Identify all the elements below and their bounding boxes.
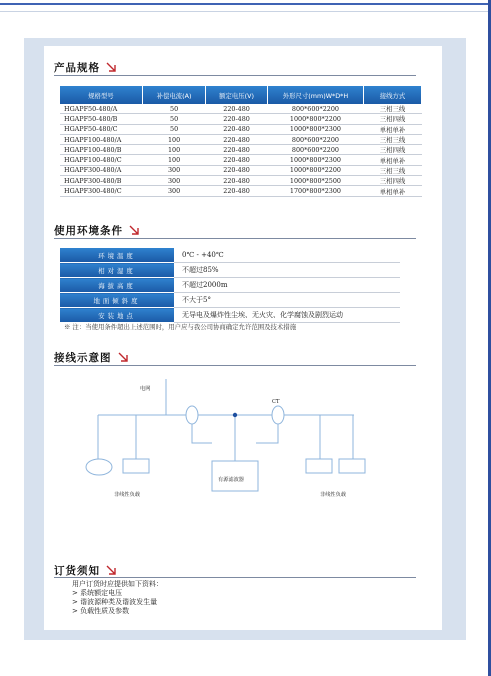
spec-title-text: 产品规格 (54, 62, 100, 74)
spec-cell-voltage: 220-480 (206, 114, 268, 124)
spec-cell-voltage: 220-480 (206, 104, 268, 114)
spec-cell-current: 100 (142, 145, 205, 155)
document-page (44, 46, 442, 630)
env-table-row (60, 263, 400, 278)
spec-cell-model: HGAPF300-480/C (60, 186, 142, 196)
load-left-motor-icon (86, 459, 112, 475)
env-value: 不大于5° (174, 293, 400, 308)
spec-cell-model: HGAPF300-480/B (60, 176, 142, 186)
env-label: 环境温度 (60, 248, 174, 263)
spec-cell-voltage: 220-480 (206, 186, 268, 196)
spec-cell-voltage: 220-480 (206, 145, 268, 155)
env-table-row (60, 248, 400, 263)
order-item: > 负载性质及参数 (72, 607, 130, 615)
spec-cell-wiring: 单相单补 (364, 155, 422, 165)
spec-section-title (54, 60, 117, 75)
spec-cell-current: 100 (142, 155, 205, 165)
arrow-down-right-icon (106, 565, 117, 576)
filter-label: 有源滤波器 (218, 477, 244, 483)
spec-cell-model: HGAPF100-480/C (60, 155, 142, 165)
spec-cell-model: HGAPF100-480/A (60, 134, 142, 144)
arrow-down-right-icon (106, 62, 117, 73)
spec-cell-wiring: 三相四线 (364, 145, 422, 155)
env-value: 0℃ - +40℃ (174, 248, 400, 263)
spec-table-row (60, 186, 422, 196)
spec-cell-dimensions: 800*600*2200 (267, 134, 363, 144)
spec-cell-dimensions: 1000*800*2200 (267, 114, 363, 124)
spec-cell-dimensions: 1700*800*2300 (267, 186, 363, 196)
spec-cell-model: HGAPF100-480/B (60, 145, 142, 155)
env-table-row (60, 293, 400, 308)
spec-header-model: 规格型号 (60, 86, 142, 104)
spec-cell-current: 300 (142, 165, 205, 175)
load-left-box-icon (123, 459, 149, 473)
spec-table-header-row (60, 86, 422, 104)
spec-section-rule (54, 75, 416, 76)
spec-cell-current: 50 (142, 114, 205, 124)
env-value: 无导电及爆炸性尘埃、无火灾、化学腐蚀及剧烈运动 (174, 308, 400, 323)
spec-table-row (60, 104, 422, 114)
order-item: > 系统额定电压 (72, 589, 123, 597)
load-right-label: 非线性负载 (320, 492, 346, 498)
spec-table-row (60, 145, 422, 155)
spec-cell-wiring: 三相三线 (364, 134, 422, 144)
order-section-rule (54, 577, 416, 578)
ct-label: CT (272, 399, 280, 405)
spec-table-row (60, 134, 422, 144)
spec-header-dimensions: 外形尺寸(mm)W*D*H (267, 86, 363, 104)
env-value: 不超过85% (174, 263, 400, 278)
spec-cell-wiring: 单相单补 (364, 124, 422, 134)
spec-cell-voltage: 220-480 (206, 124, 268, 134)
wiring-title-text: 接线示意图 (54, 352, 112, 364)
spec-cell-current: 100 (142, 134, 205, 144)
order-title-text: 订货须知 (54, 565, 100, 577)
spec-cell-dimensions: 1000*800*2300 (267, 155, 363, 165)
spec-cell-model: HGAPF300-480/A (60, 165, 142, 175)
order-intro: 用户订货时应提供如下资料： (72, 580, 163, 588)
spec-cell-current: 300 (142, 176, 205, 186)
spec-cell-voltage: 220-480 (206, 165, 268, 175)
load-left-label: 非线性负载 (114, 492, 140, 498)
spec-cell-voltage: 220-480 (206, 134, 268, 144)
order-section-title (54, 563, 117, 578)
spec-table-row (60, 124, 422, 134)
env-title-text: 使用环境条件 (54, 225, 123, 237)
spec-cell-dimensions: 1000*800*2200 (267, 165, 363, 175)
env-label: 相对湿度 (60, 263, 174, 278)
ct-link-left (192, 421, 212, 443)
env-note: ※ 注：当使用条件超出上述范围时，用户应与我公司协商确定允许范围及技术措施 (64, 323, 297, 331)
spec-table-row (60, 114, 422, 124)
spec-header-current: 补偿电流(A) (142, 86, 205, 104)
grid-label: 电网 (140, 386, 151, 392)
env-label: 海拔高度 (60, 278, 174, 293)
env-label: 地面倾斜度 (60, 293, 174, 308)
wiring-diagram (44, 371, 442, 551)
env-section-rule (54, 238, 416, 239)
ct-link-right (256, 421, 278, 443)
load-right-box-1-icon (306, 459, 332, 473)
top-frame-line (0, 3, 491, 5)
spec-cell-wiring: 三相三线 (364, 165, 422, 175)
top-frame (0, 0, 491, 12)
spec-cell-model: HGAPF50-480/B (60, 114, 142, 124)
ct-right-icon (272, 406, 284, 424)
spec-cell-model: HGAPF50-480/A (60, 104, 142, 114)
env-table-row (60, 308, 400, 323)
wiring-section-title (54, 350, 129, 365)
spec-table (60, 86, 422, 197)
env-label: 安装地点 (60, 308, 174, 323)
spec-cell-wiring: 单相单补 (364, 186, 422, 196)
env-value: 不超过2000m (174, 278, 400, 293)
arrow-down-right-icon (118, 352, 129, 363)
spec-header-wiring: 接线方式 (364, 86, 422, 104)
spec-table-row (60, 155, 422, 165)
spec-table-row (60, 176, 422, 186)
spec-cell-dimensions: 800*600*2200 (267, 104, 363, 114)
spec-cell-wiring: 三相三线 (364, 104, 422, 114)
spec-cell-dimensions: 1000*800*2500 (267, 176, 363, 186)
spec-cell-dimensions: 1000*800*2300 (267, 124, 363, 134)
spec-cell-wiring: 三相四线 (364, 176, 422, 186)
arrow-down-right-icon (129, 225, 140, 236)
spec-cell-current: 300 (142, 186, 205, 196)
spec-cell-current: 50 (142, 124, 205, 134)
spec-cell-model: HGAPF50-480/C (60, 124, 142, 134)
order-info (72, 580, 163, 616)
wiring-section-rule (54, 365, 416, 366)
junction-dot (233, 413, 237, 417)
env-table-row (60, 278, 400, 293)
spec-cell-current: 50 (142, 104, 205, 114)
spec-cell-wiring: 三相四线 (364, 114, 422, 124)
spec-cell-voltage: 220-480 (206, 155, 268, 165)
spec-cell-voltage: 220-480 (206, 176, 268, 186)
load-right-box-2-icon (339, 459, 365, 473)
spec-header-voltage: 额定电压(V) (206, 86, 268, 104)
env-table (60, 248, 400, 323)
spec-table-row (60, 165, 422, 175)
order-item: > 谐波源种类及谐波发生量 (72, 598, 158, 606)
spec-cell-dimensions: 800*600*2200 (267, 145, 363, 155)
env-section-title (54, 223, 140, 238)
ct-left-icon (186, 406, 198, 424)
